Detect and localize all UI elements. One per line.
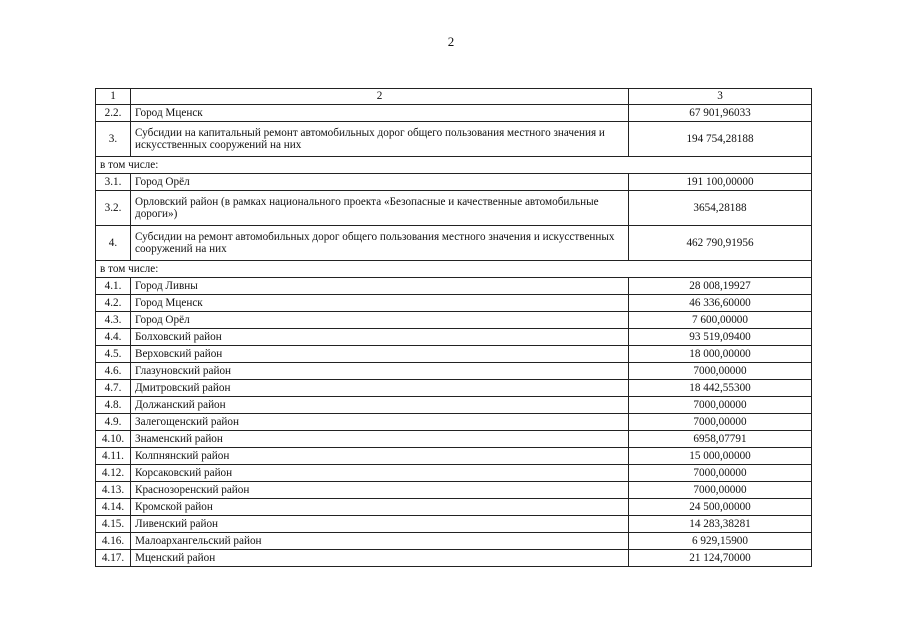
table-body bbox=[96, 89, 812, 567]
row-name: Болховский район bbox=[131, 329, 629, 346]
row-value: 191 100,00000 bbox=[629, 174, 812, 191]
table-row bbox=[96, 312, 812, 329]
row-name: Город Мценск bbox=[131, 295, 629, 312]
row-number: 3.2. bbox=[96, 191, 131, 226]
row-number: 4.8. bbox=[96, 397, 131, 414]
table-row bbox=[96, 122, 812, 157]
table-row bbox=[96, 397, 812, 414]
row-number: 4.9. bbox=[96, 414, 131, 431]
row-value: 24 500,00000 bbox=[629, 499, 812, 516]
table-row bbox=[96, 550, 812, 567]
row-value: 6958,07791 bbox=[629, 431, 812, 448]
row-name: Глазуновский район bbox=[131, 363, 629, 380]
table-row bbox=[96, 191, 812, 226]
table-row bbox=[96, 226, 812, 261]
row-number: 2.2. bbox=[96, 105, 131, 122]
row-number: 4.4. bbox=[96, 329, 131, 346]
row-value: 18 442,55300 bbox=[629, 380, 812, 397]
row-name: Субсидии на капитальный ремонт автомобильных дорог общего пользования местного значения и искусственных сооружений на них bbox=[131, 122, 629, 157]
row-name: Ливенский район bbox=[131, 516, 629, 533]
row-name: Корсаковский район bbox=[131, 465, 629, 482]
row-value: 462 790,91956 bbox=[629, 226, 812, 261]
row-number: 4.3. bbox=[96, 312, 131, 329]
table-row bbox=[96, 380, 812, 397]
row-number: 3. bbox=[96, 122, 131, 157]
row-number: 4.2. bbox=[96, 295, 131, 312]
row-name: Город Орёл bbox=[131, 174, 629, 191]
table-row bbox=[96, 295, 812, 312]
row-name: Верховский район bbox=[131, 346, 629, 363]
row-name: Залегощенский район bbox=[131, 414, 629, 431]
row-name: Дмитровский район bbox=[131, 380, 629, 397]
row-name: Кромской район bbox=[131, 499, 629, 516]
row-name: Должанский район bbox=[131, 397, 629, 414]
row-number: 4. bbox=[96, 226, 131, 261]
row-number: 4.12. bbox=[96, 465, 131, 482]
row-name: Орловский район (в рамках национального проекта «Безопасные и качественные автомобильные дороги») bbox=[131, 191, 629, 226]
table-row bbox=[96, 448, 812, 465]
row-number: 4.10. bbox=[96, 431, 131, 448]
row-number: 4.6. bbox=[96, 363, 131, 380]
row-value: 14 283,38281 bbox=[629, 516, 812, 533]
section-row bbox=[96, 157, 812, 174]
header-cell-number: 1 bbox=[96, 89, 131, 105]
row-name: Мценский район bbox=[131, 550, 629, 567]
table-header-row bbox=[96, 89, 812, 105]
table-row bbox=[96, 414, 812, 431]
table-row bbox=[96, 278, 812, 295]
row-value: 194 754,28188 bbox=[629, 122, 812, 157]
section-row bbox=[96, 261, 812, 278]
row-value: 18 000,00000 bbox=[629, 346, 812, 363]
row-number: 4.13. bbox=[96, 482, 131, 499]
row-name: Краснозоренский район bbox=[131, 482, 629, 499]
row-name: Малоархангельский район bbox=[131, 533, 629, 550]
section-label: в том числе: bbox=[96, 261, 812, 278]
row-name: Колпнянский район bbox=[131, 448, 629, 465]
row-number: 4.1. bbox=[96, 278, 131, 295]
row-number: 4.17. bbox=[96, 550, 131, 567]
row-value: 7000,00000 bbox=[629, 482, 812, 499]
table-row bbox=[96, 329, 812, 346]
row-name: Субсидии на ремонт автомобильных дорог общего пользования местного значения и искусственных сооружений на них bbox=[131, 226, 629, 261]
table-row bbox=[96, 174, 812, 191]
table-row bbox=[96, 516, 812, 533]
row-value: 21 124,70000 bbox=[629, 550, 812, 567]
subsidy-table bbox=[95, 88, 812, 567]
row-number: 3.1. bbox=[96, 174, 131, 191]
row-value: 7000,00000 bbox=[629, 414, 812, 431]
table-row bbox=[96, 482, 812, 499]
header-cell-value: 3 bbox=[629, 89, 812, 105]
row-value: 6 929,15900 bbox=[629, 533, 812, 550]
row-number: 4.7. bbox=[96, 380, 131, 397]
row-name: Знаменский район bbox=[131, 431, 629, 448]
header-cell-name: 2 bbox=[131, 89, 629, 105]
row-number: 4.15. bbox=[96, 516, 131, 533]
row-value: 7000,00000 bbox=[629, 363, 812, 380]
row-value: 3654,28188 bbox=[629, 191, 812, 226]
row-value: 28 008,19927 bbox=[629, 278, 812, 295]
row-number: 4.5. bbox=[96, 346, 131, 363]
page-number: 2 bbox=[447, 34, 455, 49]
table-row bbox=[96, 105, 812, 122]
table-row bbox=[96, 499, 812, 516]
row-value: 7 600,00000 bbox=[629, 312, 812, 329]
row-value: 93 519,09400 bbox=[629, 329, 812, 346]
row-name: Город Орёл bbox=[131, 312, 629, 329]
row-number: 4.11. bbox=[96, 448, 131, 465]
row-value: 46 336,60000 bbox=[629, 295, 812, 312]
row-value: 7000,00000 bbox=[629, 465, 812, 482]
table-row bbox=[96, 465, 812, 482]
row-value: 7000,00000 bbox=[629, 397, 812, 414]
row-name: Город Мценск bbox=[131, 105, 629, 122]
table-row bbox=[96, 533, 812, 550]
row-number: 4.16. bbox=[96, 533, 131, 550]
table-row bbox=[96, 346, 812, 363]
row-number: 4.14. bbox=[96, 499, 131, 516]
row-name: Город Ливны bbox=[131, 278, 629, 295]
table-row bbox=[96, 431, 812, 448]
table-row bbox=[96, 363, 812, 380]
row-value: 67 901,96033 bbox=[629, 105, 812, 122]
row-value: 15 000,00000 bbox=[629, 448, 812, 465]
section-label: в том числе: bbox=[96, 157, 812, 174]
